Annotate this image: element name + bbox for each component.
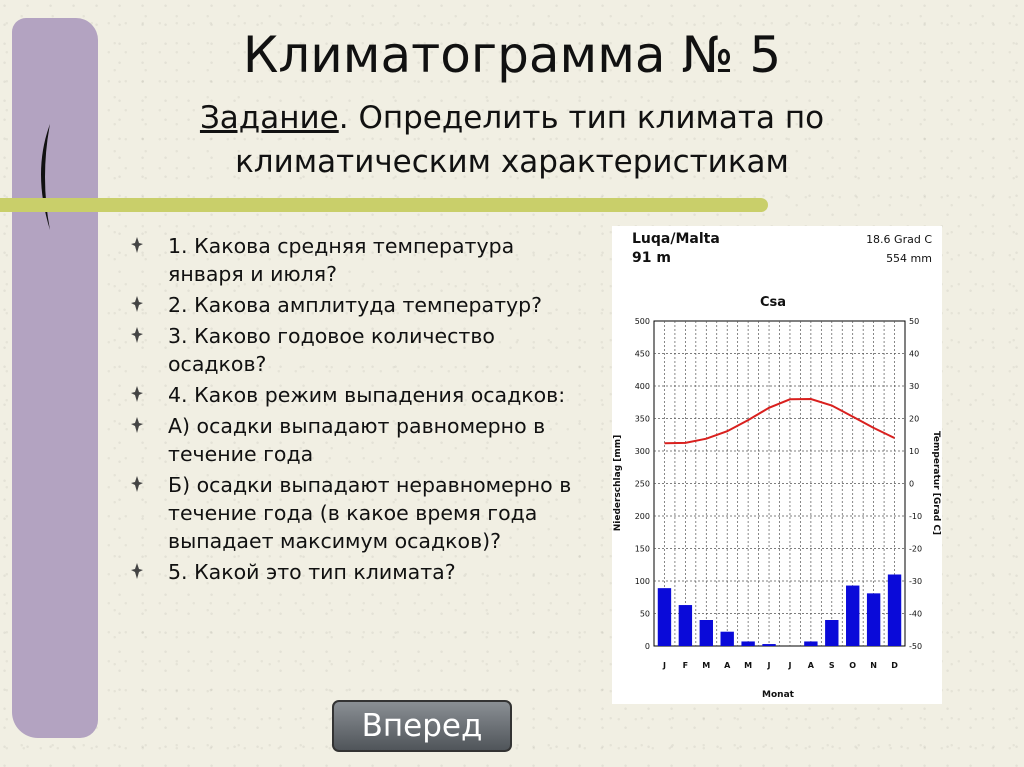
bullet-icon: [130, 562, 144, 580]
bullet-icon: [130, 475, 144, 493]
question-item: [126, 291, 576, 319]
task-label: Задание: [199, 100, 339, 136]
month-tick-label: J: [662, 661, 666, 670]
question-item: [126, 412, 576, 468]
precip-bar: [888, 575, 901, 647]
left-tick-label: 100: [634, 577, 650, 586]
question-text: 2. Какова амплитуда температур?: [168, 293, 543, 317]
precip-bar: [762, 644, 775, 646]
bullet-icon: [130, 416, 144, 434]
task-text-line1: . Определить тип климата по: [338, 100, 825, 136]
annual-precipitation: 554 mm: [886, 252, 932, 265]
question-item: [126, 558, 576, 586]
right-tick-label: 40: [909, 349, 920, 359]
question-item: [126, 322, 576, 378]
station-name: Luqa/Malta: [632, 231, 720, 247]
right-tick-label: -20: [909, 544, 923, 554]
question-item: [126, 471, 576, 555]
x-axis-label: Monat: [762, 690, 794, 700]
right-tick-label: 0: [909, 479, 915, 489]
task-text-line2: климатическим характеристикам: [235, 144, 789, 180]
climate-chart: [612, 226, 942, 704]
right-tick-label: 30: [909, 382, 920, 391]
precip-bar: [700, 620, 713, 646]
bullet-icon: [130, 295, 144, 313]
month-tick-label: O: [849, 661, 857, 670]
precip-bar: [846, 586, 859, 646]
bullet-icon: [130, 326, 144, 344]
precip-bar: [825, 620, 838, 646]
question-text: Б) осадки выпадают неравномерно в течение года (в какое время года выпадает максимум осадков)?: [168, 473, 572, 553]
right-tick-label: -10: [909, 512, 923, 521]
precip-bar: [741, 641, 754, 646]
y-axis-right-label: Temperatur [Grad C]: [931, 430, 941, 536]
left-tick-label: 300: [634, 447, 650, 456]
right-tick-label: 20: [909, 414, 920, 424]
precip-bar: [658, 588, 671, 646]
climate-chart-svg: [612, 226, 942, 704]
question-text: 3. Каково годовое количество осадков?: [168, 324, 495, 376]
left-tick-label: 400: [634, 382, 650, 391]
right-tick-label: 50: [909, 317, 920, 326]
question-list: [126, 232, 576, 589]
precip-bar: [721, 632, 734, 646]
left-tick-label: 250: [634, 479, 650, 489]
right-tick-label: -30: [909, 577, 923, 586]
left-tick-label: 350: [634, 414, 650, 424]
month-tick-label: M: [702, 661, 711, 670]
y-axis-left-label: Niederschlag [mm]: [613, 434, 623, 532]
month-tick-label: A: [724, 661, 731, 670]
title-underline-bar: [0, 198, 768, 212]
station-elevation: 91 m: [632, 250, 671, 266]
slide-subtitle: [0, 96, 1024, 184]
month-tick-label: M: [744, 661, 753, 670]
climate-code: Csa: [759, 295, 787, 310]
right-tick-label: -40: [909, 609, 923, 619]
annual-temperature: 18.6 Grad C: [866, 233, 932, 246]
slide-title: Климатограмма № 5: [242, 26, 782, 84]
month-tick-label: N: [870, 661, 877, 670]
month-tick-label: D: [891, 661, 898, 670]
precip-bar: [679, 605, 692, 646]
month-tick-label: J: [788, 661, 792, 670]
precip-bar: [804, 641, 817, 646]
month-tick-label: F: [682, 661, 689, 670]
forward-button[interactable]: Вперед: [332, 700, 512, 752]
left-tick-label: 450: [634, 349, 650, 359]
right-tick-label: -50: [909, 642, 923, 651]
month-tick-label: A: [807, 661, 814, 670]
question-text: 5. Какой это тип климата?: [168, 560, 456, 584]
bullet-icon: [130, 236, 144, 254]
left-tick-label: 50: [639, 609, 650, 619]
bullet-icon: [130, 385, 144, 403]
month-tick-label: S: [828, 661, 835, 670]
left-tick-label: 150: [634, 544, 650, 554]
left-tick-label: 200: [634, 512, 650, 521]
month-tick-label: J: [767, 661, 771, 670]
question-item: [126, 232, 576, 288]
left-tick-label: 0: [644, 642, 650, 651]
left-tick-label: 500: [634, 317, 650, 326]
precip-bar: [867, 593, 880, 646]
question-text: 1. Какова средняя температура января и июля?: [168, 234, 515, 286]
question-text: А) осадки выпадают равномерно в течение года: [168, 414, 546, 466]
question-item: [126, 381, 576, 409]
right-tick-label: 10: [909, 447, 920, 456]
question-text: 4. Каков режим выпадения осадков:: [168, 383, 566, 407]
